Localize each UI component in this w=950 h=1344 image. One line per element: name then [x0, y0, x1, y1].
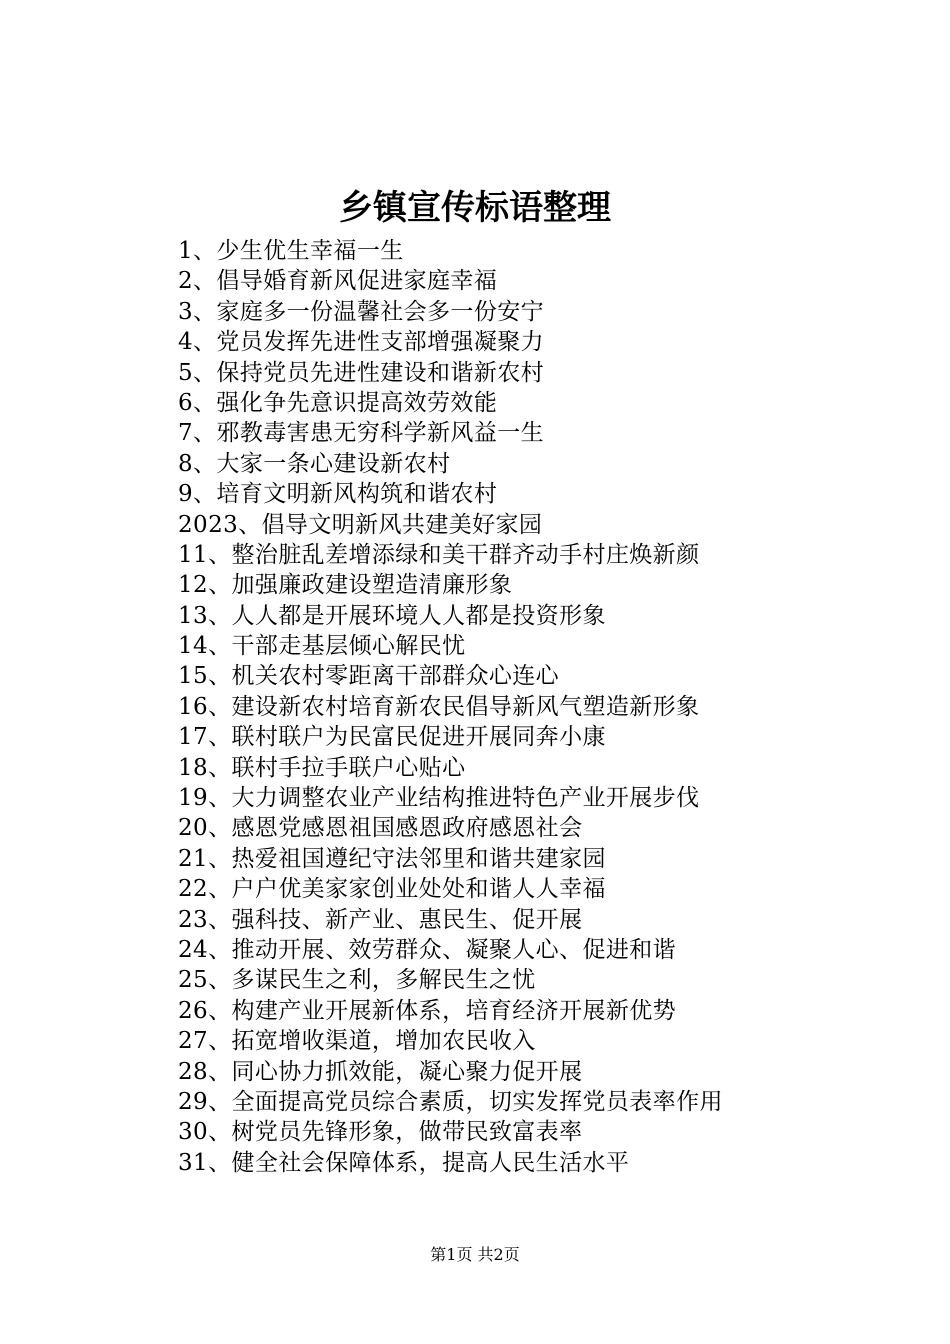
- list-item: 12、加强廉政建设塑造清廉形象: [178, 572, 513, 599]
- list-item: 7、邪教毒害患无穷科学新风益一生: [178, 420, 545, 447]
- list-item: 23、强科技、新产业、惠民生、促开展: [178, 906, 583, 933]
- list-item: 15、机关农村零距离干部群众心连心: [178, 663, 560, 690]
- list-item: 16、建设新农村培育新农民倡导新风气塑造新形象: [178, 693, 700, 720]
- list-item: 19、大力调整农业产业结构推进特色产业开展步伐: [178, 785, 700, 812]
- list-item: 2023、倡导文明新风共建美好家园: [178, 511, 543, 538]
- list-item: 3、家庭多一份温馨社会多一份安宁: [178, 298, 545, 325]
- list-item: 18、联村手拉手联户心贴心: [178, 754, 466, 781]
- list-item: 13、人人都是开展环境人人都是投资形象: [178, 602, 606, 629]
- list-item: 9、培育文明新风构筑和谐农村: [178, 481, 498, 508]
- list-item: 31、健全社会保障体系，提高人民生活水平: [178, 1149, 630, 1176]
- list-item: 30、树党员先锋形象，做带民致富表率: [178, 1119, 583, 1146]
- list-item: 8、大家一条心建设新农村: [178, 450, 451, 477]
- list-item: 11、整治脏乱差增添绿和美干群齐动手村庄焕新颜: [178, 541, 700, 568]
- page-footer: 第1页 共2页: [430, 1245, 520, 1264]
- list-item: 25、多谋民生之利，多解民生之忧: [178, 967, 536, 994]
- list-item: 1、少生优生幸福一生: [178, 238, 404, 264]
- list-item: 4、党员发挥先进性支部增强凝聚力: [178, 329, 545, 356]
- page-title: 乡镇宣传标语整理: [339, 188, 611, 228]
- slogan-list: [178, 236, 723, 1178]
- list-item: 5、保持党员先进性建设和谐新农村: [178, 359, 545, 386]
- list-item: 17、联村联户为民富民促进开展同奔小康: [178, 724, 606, 751]
- list-item: 28、同心协力抓效能，凝心聚力促开展: [178, 1058, 583, 1085]
- list-item: 2、倡导婚育新风促进家庭幸福: [178, 268, 498, 295]
- list-item: 20、感恩党感恩祖国感恩政府感恩社会: [178, 815, 583, 842]
- list-item: 21、热爱祖国遵纪守法邻里和谐共建家园: [178, 845, 606, 872]
- list-item: 6、强化争先意识提高效劳效能: [178, 389, 498, 416]
- list-item: 27、拓宽增收渠道，增加农民收入: [178, 1028, 536, 1055]
- list-item: 24、推动开展、效劳群众、凝聚人心、促进和谐: [178, 936, 677, 963]
- list-item: 26、构建产业开展新体系，培育经济开展新优势: [178, 997, 677, 1024]
- list-item: 14、干部走基层倾心解民忧: [178, 633, 466, 660]
- list-item: 29、全面提高党员综合素质，切实发挥党员表率作用: [178, 1088, 723, 1115]
- list-item: 22、户户优美家家创业处处和谐人人幸福: [178, 876, 606, 903]
